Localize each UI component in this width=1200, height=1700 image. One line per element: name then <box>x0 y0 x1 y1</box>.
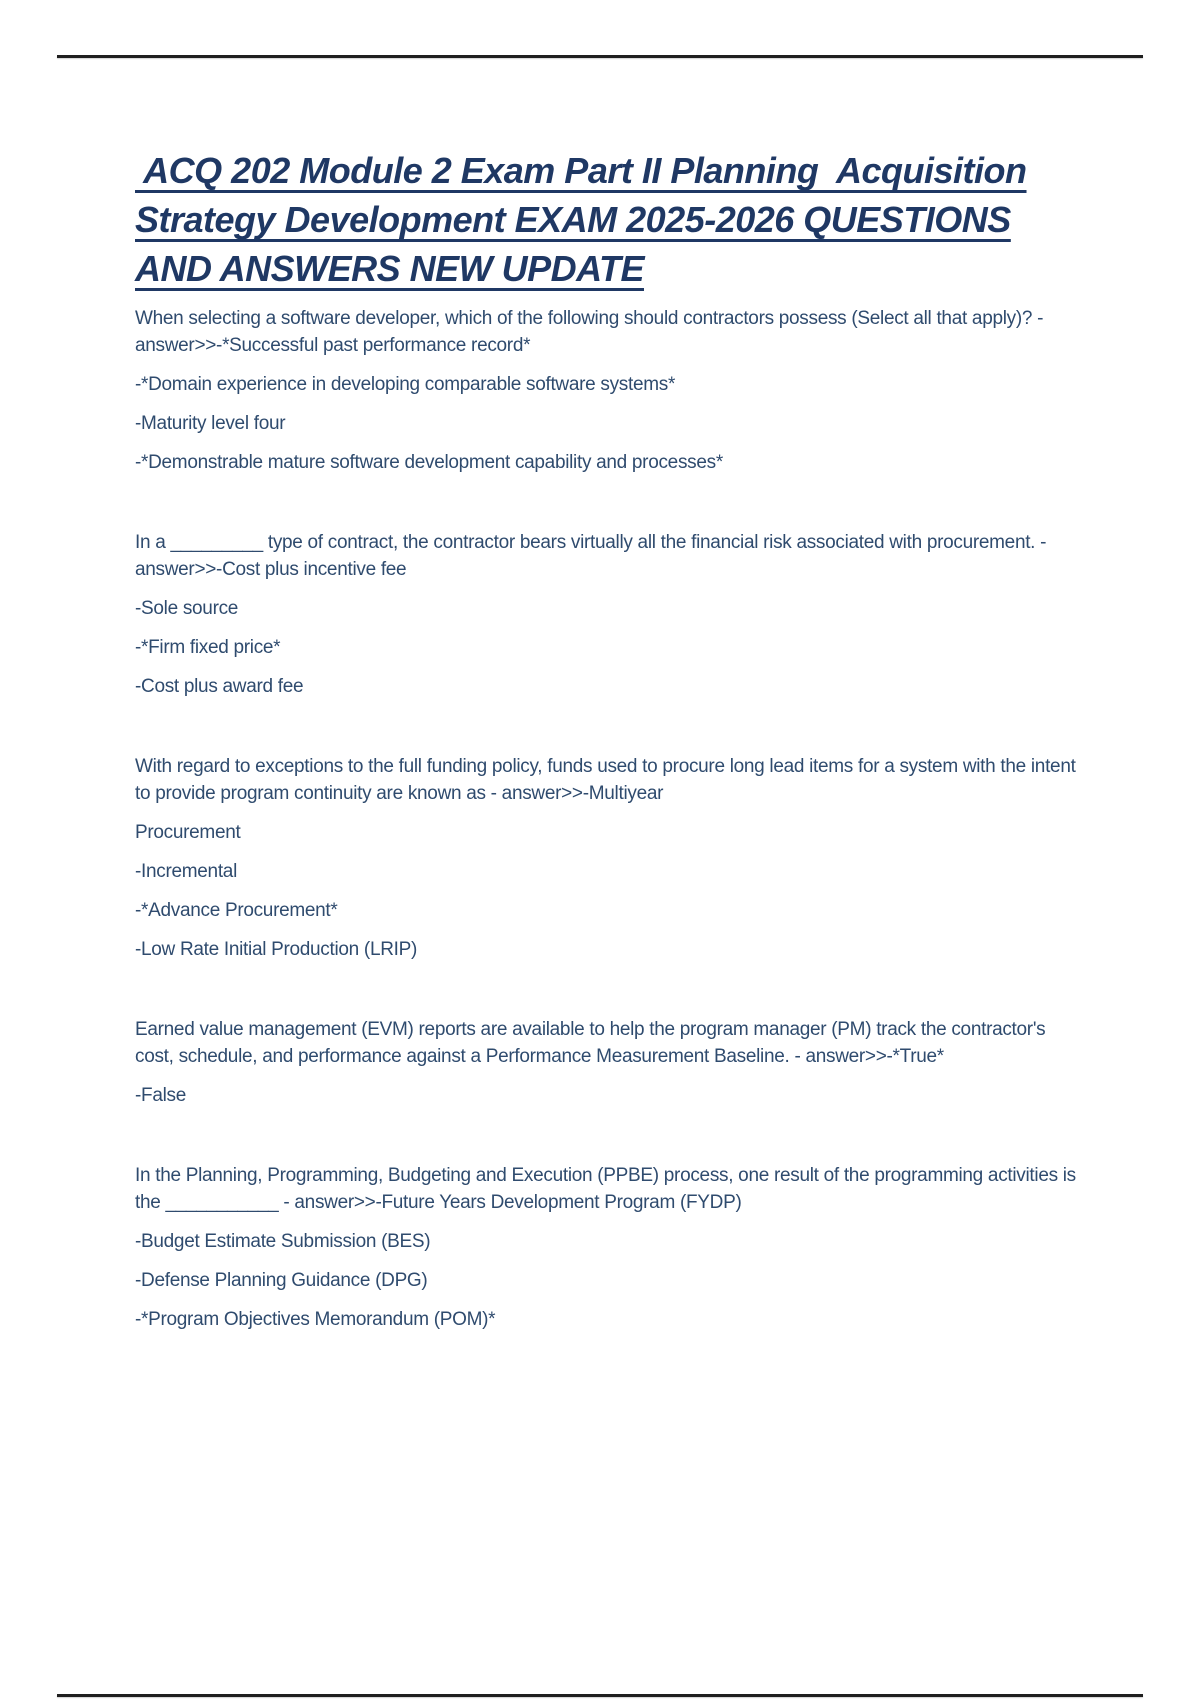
answer-option: -Incremental <box>135 861 237 882</box>
answer-option: -*Firm fixed price* <box>135 637 281 658</box>
qa-block-2 <box>135 529 1077 700</box>
answer-option: -*Program Objectives Memorandum (POM)* <box>135 1309 496 1330</box>
title-line-2: Strategy Development EXAM 2025-2026 QUESTIONS <box>135 199 1011 240</box>
answer-option: -Sole source <box>135 598 239 619</box>
question-text: In the Planning, Programming, Budgeting and Execution (PPBE) process, one result of the programming activities is the ___________ - answer>>-Future Years Development Program (FYDP) <box>135 1165 1076 1213</box>
answer-option: -*Domain experience in developing comparable software systems* <box>135 374 676 395</box>
top-rule <box>57 55 1143 58</box>
qa-block-5 <box>135 1162 1077 1333</box>
block-spacer <box>135 488 1077 529</box>
title-line-3: AND ANSWERS NEW UPDATE <box>135 248 644 289</box>
question-text: In a _________ type of contract, the contractor bears virtually all the financial risk associated with procurement. - answer>>-Cost plus incentive fee <box>135 532 1047 580</box>
document-content <box>135 146 1077 1345</box>
question-text: With regard to exceptions to the full funding policy, funds used to procure long lead items for a system with the intent to provide program continuity are known as - answer>>-Multiyear <box>135 756 1076 804</box>
qa-block-3 <box>135 753 1077 963</box>
answer-option: Procurement <box>135 822 241 843</box>
answer-option: -Maturity level four <box>135 413 286 434</box>
block-spacer <box>135 1121 1077 1162</box>
question-text: When selecting a software developer, which of the following should contractors possess (Select all that apply)? - answer>>-*Successful past performance record* <box>135 308 1044 356</box>
block-spacer <box>135 712 1077 753</box>
answer-option: -Low Rate Initial Production (LRIP) <box>135 939 418 960</box>
answer-option: -*Advance Procurement* <box>135 900 338 921</box>
bottom-rule <box>57 1694 1143 1697</box>
answer-option: -Cost plus award fee <box>135 676 304 697</box>
question-text: Earned value management (EVM) reports are available to help the program manager (PM) track the contractor's cost, schedule, and performance against a Performance Measurement Baseline. - answer>>-*True* <box>135 1019 1046 1067</box>
document-title <box>135 146 1077 293</box>
answer-option: -False <box>135 1085 186 1106</box>
title-line-1: ACQ 202 Module 2 Exam Part II Planning Acquisition <box>135 150 1027 191</box>
qa-block-1 <box>135 305 1077 476</box>
answer-option: -*Demonstrable mature software development capability and processes* <box>135 452 723 473</box>
block-spacer <box>135 975 1077 1016</box>
qa-block-4 <box>135 1016 1077 1109</box>
answer-option: -Defense Planning Guidance (DPG) <box>135 1270 428 1291</box>
answer-option: -Budget Estimate Submission (BES) <box>135 1231 431 1252</box>
